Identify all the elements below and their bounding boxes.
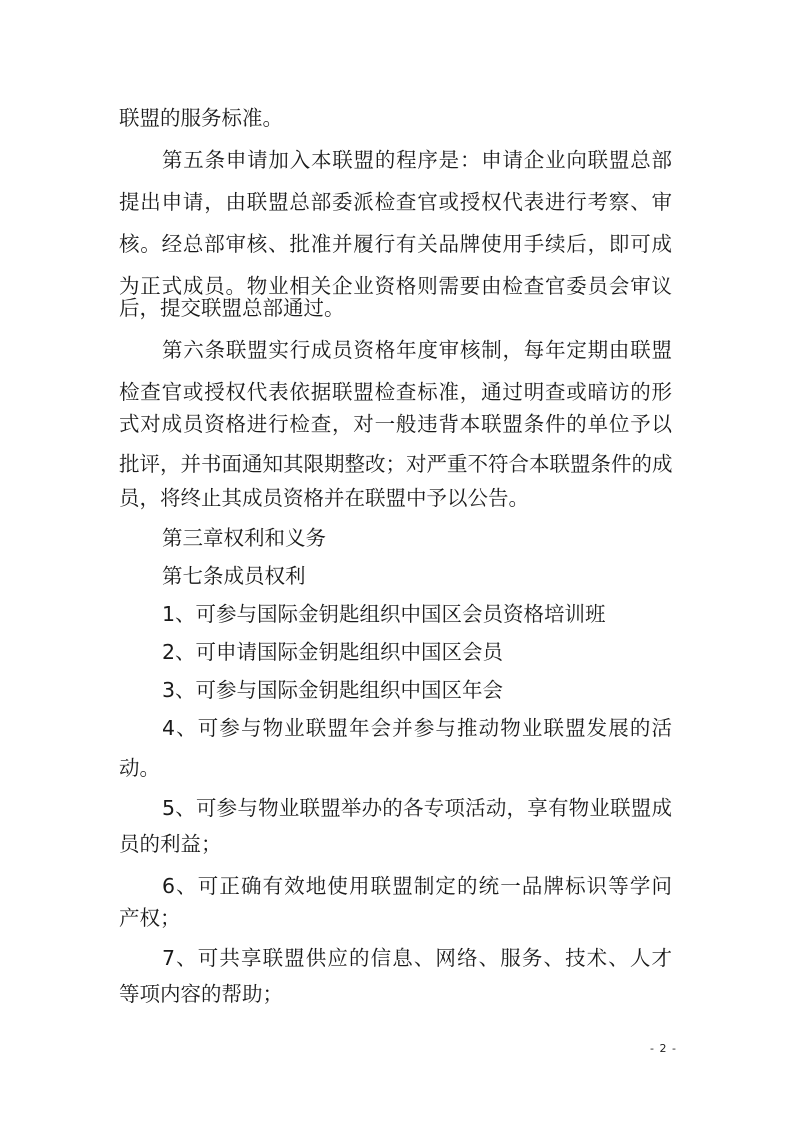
text-line: 提出申请，由联盟总部委派检查官或授权代表进行考察、审 (119, 190, 672, 214)
text-line: 员的利益； (119, 832, 222, 856)
text-line: 核。经总部审核、批准并履行有关品牌使用手续后，即可成 (119, 232, 672, 256)
text-line: 为正式成员。物业相关企业资格则需要由检查官委员会审议 (119, 274, 672, 298)
text-line: 检查官或授权代表依据联盟检查标准，通过明查或暗访的形 (119, 380, 672, 404)
list-item: 3、可参与国际金钥匙组织中国区年会 (162, 678, 504, 702)
list-item: 4、可参与物业联盟年会并参与推动物业联盟发展的活 (162, 716, 672, 740)
list-item: 7、可共享联盟供应的信息、网络、服务、技术、人才 (162, 946, 672, 970)
text-line: 动。 (119, 756, 160, 780)
chapter-heading: 第三章权利和义务 (162, 526, 326, 550)
list-item: 2、可申请国际金钥匙组织中国区会员 (162, 640, 504, 664)
list-item: 5、可参与物业联盟举办的各专项活动，享有物业联盟成 (162, 796, 672, 820)
text-line: 联盟的服务标准。 (119, 106, 283, 130)
text-line: 后，提交联盟总部通过。 (119, 296, 345, 320)
text-line: 第五条申请加入本联盟的程序是：申请企业向联盟总部 (162, 148, 672, 172)
text-line: 产权； (119, 906, 181, 930)
text-line: 第六条联盟实行成员资格年度审核制，每年定期由联盟 (162, 338, 672, 362)
text-line: 式对成员资格进行检查，对一般违背本联盟条件的单位予以 (119, 412, 672, 436)
text-line: 员，将终止其成员资格并在联盟中予以公告。 (119, 486, 529, 510)
text-line: 等项内容的帮助； (119, 982, 283, 1006)
article-heading: 第七条成员权利 (162, 564, 306, 588)
list-item: 1、可参与国际金钥匙组织中国区会员资格培训班 (162, 602, 606, 626)
text-line: 批评，并书面通知其限期整改；对严重不符合本联盟条件的成 (119, 452, 673, 476)
page-number: - 2 - (650, 1042, 677, 1055)
list-item: 6、可正确有效地使用联盟制定的统一品牌标识等学问 (162, 874, 672, 898)
